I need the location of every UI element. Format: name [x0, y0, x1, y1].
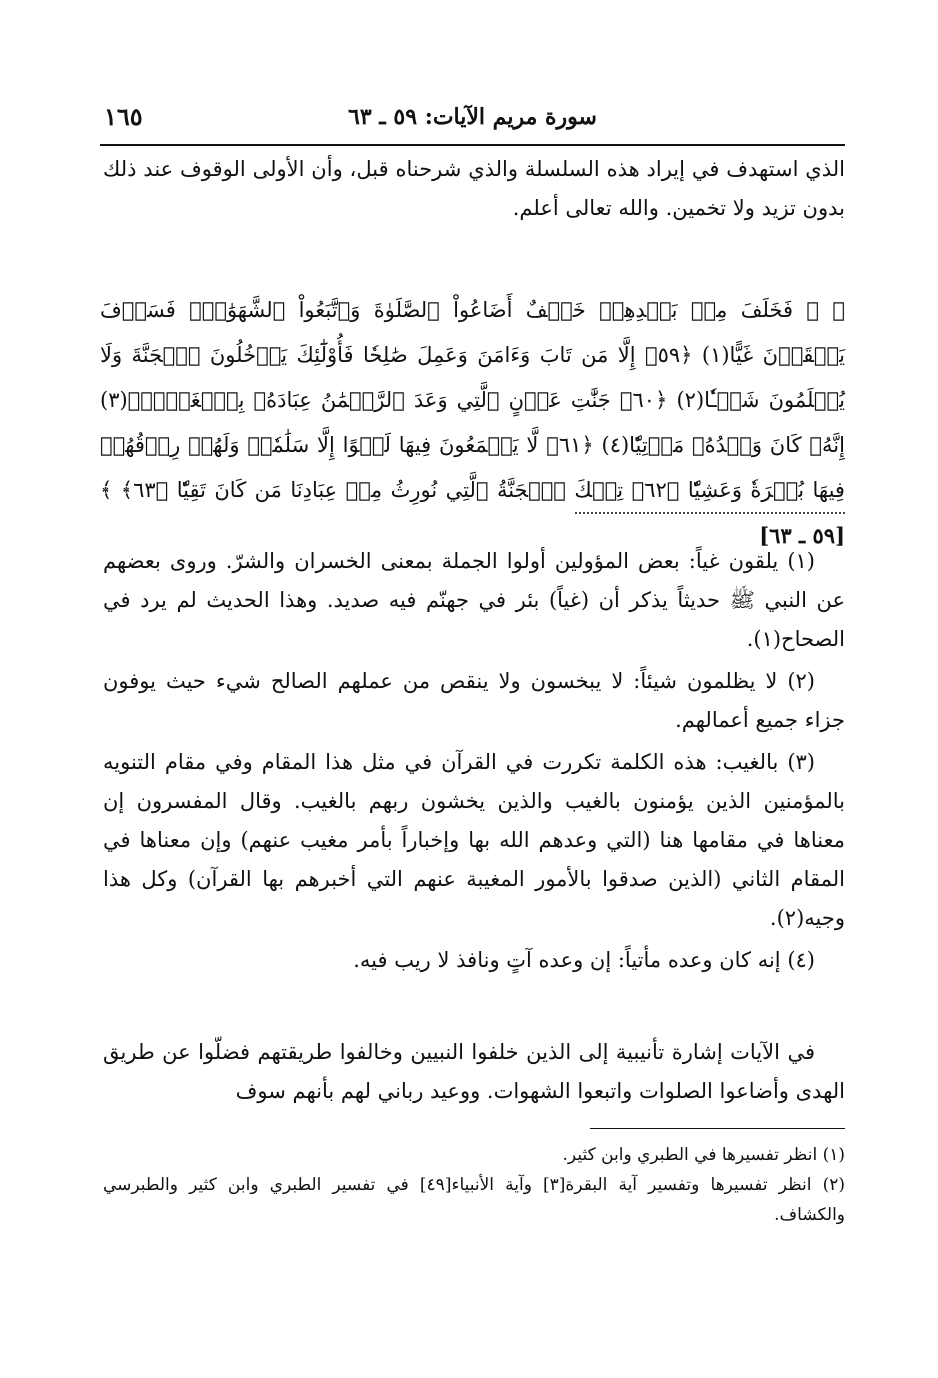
footnote-rule	[590, 1128, 845, 1129]
intro-paragraph: الذي استهدف في إيراد هذه السلسلة والذي شرحناه قبل، وأن الأولى الوقوف عند ذلك بدون تزيد ولا تخمين. والله تعالى أعلم.	[103, 157, 845, 220]
notes-section	[103, 542, 845, 983]
verse-reference: [٥٩ ـ ٦٣]	[759, 523, 845, 548]
footnote-2: (٢) انظر تفسيرها وتفسير آية البقرة[٣] وآية الأنبياء[٤٩] في تفسير الطبري وابن كثير والطبرسي والكشاف.	[103, 1175, 845, 1225]
note-1: (١) يلقون غياً: بعض المؤولين أولوا الجملة بمعنى الخسران والشرّ. وروى بعضهم عن النبي ﷺ حديثاً يذكر أن (غياً) بئر في جهنّم فيه صديد. وهذا الحديث لم يرد في الصحاح(١).	[103, 549, 845, 651]
footnote-1: (١) انظر تفسيرها في الطبري وابن كثير.	[562, 1145, 845, 1165]
footnotes-section	[103, 1140, 845, 1230]
page-number: ١٦٥	[104, 102, 143, 131]
note-4: (٤) إنه كان وعده مأتياً: إن وعده آتٍ ونافذ لا ريب فيه.	[353, 948, 815, 972]
quran-passage	[100, 288, 845, 559]
dotted-separator	[575, 512, 845, 514]
note-2: (٢) لا يظلمون شيئاً: لا يبخسون ولا ينقص من عملهم الصالح شيء حيث يوفون جزاء جميع أعمالهم.	[103, 669, 845, 732]
page-title: سورة مريم الآيات: ٥٩ ـ ٦٣	[348, 104, 597, 130]
page-header	[100, 100, 845, 146]
quran-verses: ﴿ ۞ فَخَلَفَ مِنۢ بَعۡدِهِمۡ خَلۡفٌ أَضَاعُواْ ٱلصَّلَوٰةَ وَٱتَّبَعُواْ ٱلشَّهَوَٰتِۖ فَسَوۡفَ يَلۡقَوۡنَ غَيًّا(١) ﴿٥٩﴾ إِلَّا مَن تَابَ وَءَامَنَ وَعَمِلَ صَٰلِحٗا فَأُوْلَٰٓئِكَ يَدۡخُلُونَ ٱلۡجَنَّةَ وَلَا يُظۡلَمُونَ شَيۡـٔٗا(٢) ﴿٦٠﴾ جَنَّٰتِ عَدۡنٍ ٱلَّتِي وَعَدَ ٱلرَّحۡمَٰنُ عِبَادَهُۥ بِٱلۡغَيۡبِۚ(٣) إِنَّهُۥ كَانَ وَعۡدُهُۥ مَأۡتِيّٗا(٤) ﴿٦١﴾ لَّا يَسۡمَعُونَ فِيهَا لَغۡوًا إِلَّا سَلَٰمٗاۖ وَلَهُمۡ رِزۡقُهُمۡ فِيهَا بُكۡرَةٗ وَعَشِيّٗا ﴿٦٢﴾ تِلۡكَ ٱلۡجَنَّةُ ٱلَّتِي نُورِثُ مِنۡ عِبَادِنَا مَن كَانَ تَقِيّٗا ﴿٦٣﴾ ﴾	[100, 298, 845, 502]
intro-section	[103, 150, 845, 228]
commentary-paragraph: في الآيات إشارة تأنيبية إلى الذين خلفوا النبيين وخالفوا طريقتهم فضلّوا عن طريق الهدى وأضاعوا الصلوات واتبعوا الشهوات. ووعيد رباني لهم بأنهم سوف	[103, 1040, 845, 1103]
commentary-section	[103, 1033, 845, 1111]
note-3: (٣) بالغيب: هذه الكلمة تكررت في القرآن في مثل هذا المقام وفي مقام التنويه بالمؤمنين الذين يؤمنون بالغيب والذين يخشون ربهم بالغيب. وقال المفسرون إن معناها في مقامها هنا (التي وعدهم الله بها وإخباراً بأمر مغيب عنهم) وإن معناها في المقام الثاني (الذين صدقوا بالأمور المغيبة عنهم التي أخبرهم بها القرآن) وكل هذا وجيه(٢).	[103, 750, 845, 930]
